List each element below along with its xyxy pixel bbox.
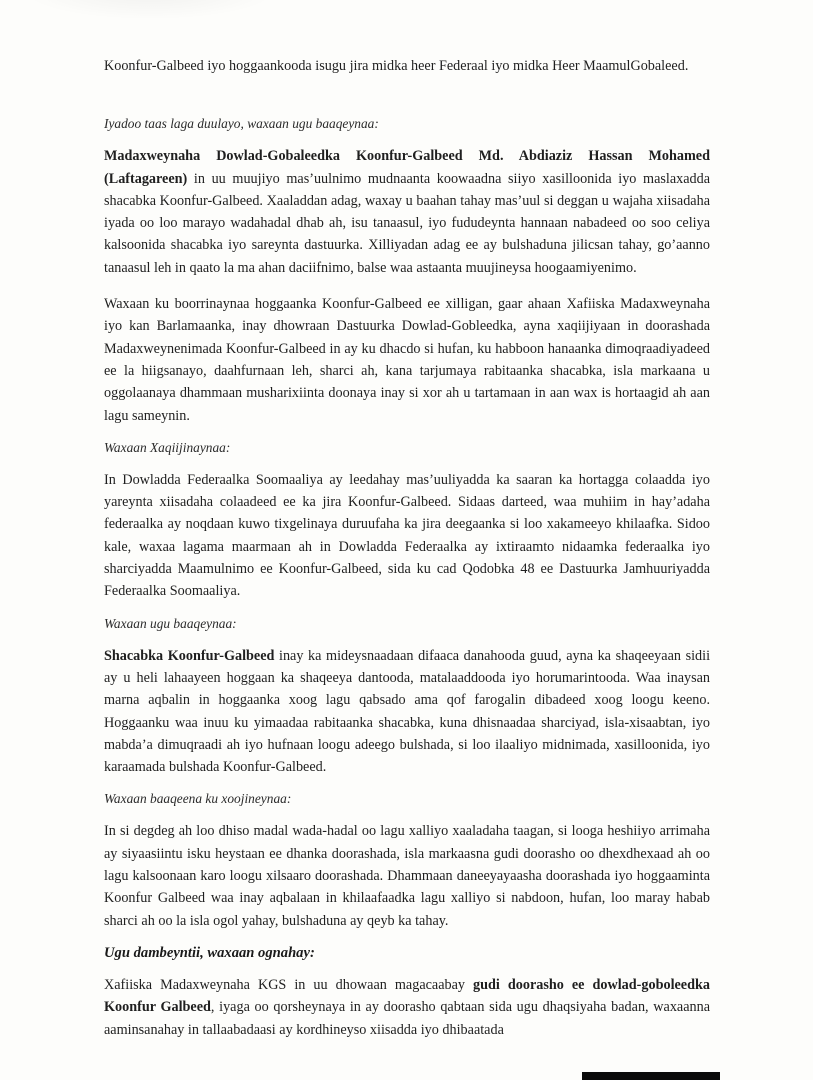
paragraph-president-call [104,145,710,279]
public-name: Shacabka Koonfur-Galbeed [104,647,275,664]
document-body [104,55,710,1041]
section-heading-confirm: Waxaan Xaqiijinaynaa: [104,439,231,455]
paragraph-leadership-call: Waxaan ku boorrinaynaa hoggaanka Koonfur-Galbeed ee xilligan, gaar ahaan Xafiiska Madaxweynaha iyo kan Barlamaanka, inay dhowraan Dastuurka Dowlad-Gobleedka, ayna xaqiijiyaan in doorashada Madaxweynenimada Koonfur-Galbeed in ay ku dhacdo si hufan, ku habboon hanaanka dimoqraadiyadeed ee la hiigsanayo, daahfurnaan leh, sharci ah, kana tarjumaya rabitaanka shacabka, isla markaana u oggolaanaya dhammaan musharixiinta doonaya inay si xor ah u tartamaan in aan wax is hortaagid ah aan lagu sameynin. [104,296,710,424]
paragraph-election-committee [104,974,710,1041]
section-heading-reinforce: Waxaan baaqeena ku xoojineynaa: [104,791,292,807]
section-heading-call: Iyadoo taas laga duulayo, waxaan ugu baaqeynaa: [104,116,379,132]
paragraph-president-text: in uu muujiyo mas’uulnimo mudnaanta koowaadna siiyo xasilloonida iyo maslaxadda shacabka Koonfur-Galbeed. Xaaladdan adag, waxay u baahan tahay mas’uul si deggan u wajaha xiisadaha iyada oo loo marayo wadahadal dhab ah, isu tanaasul, iyo fududeynta hannaan nabadeed oo soo celiya kalsoonida shacabka iyo sareynta dastuurka. Xilliyadan adag ee ay bulshaduna jilicsan tahay, go’aanno tanaasul leh in qaato la ma ahan daciifnimo, balse waa astaanta muujineysa hoogaamiyenimo. [104,170,710,276]
paragraph-public-text: inay ka mideysnaadaan difaaca danahooda guud, ayna ka shaqeeyaan sidii ay u heli lahaayeen hoggaan ka shaqeeya dantooda, matalaaddooda iyo horumarintooda. Waa inaysan marna aqbalin in hoggaanka xoog lagu qabsado ama qof farogalin dibadeed xoog loogu keeno. Hoggaanku waa inuu ku yimaadaa rabitaanka shacabka, kuna dhisnaadaa sharciyad, isla-xisaabtan, iyo mabda’a dimuqraadi ah iyo hufnaan loogu adeego bulshada, si loo ilaaliyo midnimada, xasilloonida, iyo karaamada bulshada Koonfur-Galbeed. [104,647,711,776]
paragraph-public-call [104,645,710,779]
section-heading-finally: Ugu dambeyntii, waxaan ognahay: [104,944,315,961]
president-name: Madaxweynaha Dowlad-Gobaleedka Koonfur-Galbeed Md. Abdiaziz Hassan Mohamed (Laftagareen) [104,148,710,187]
scan-smudge [20,0,280,20]
committee-name: gudi doorasho ee dowlad-goboleedka Koonfur Galbeed [104,976,710,1016]
paragraph-committee-start: Xafiiska Madaxweynaha KGS in uu dhowaan magacaabay [104,976,474,993]
paragraph-federal-responsibility: In Dowladda Federaalka Soomaaliya ay leedahay mas’uuliyadda ka saaran ka hortagga colaadda iyo yareynta xiisadaha colaadeed ee ka jira Koonfur-Galbeed. Sidaas darteed, waa muhiim in hay’adaha federaalka ay noqdaan kuwo tixgelinaya duruufaha ka jira deegaanka si loo xakameeyo khilaafka. Sidoo kale, waxaa lagama maarmaan ah in Dowladda Federaalka ay ixtiraamto nidaamka federaalka iyo sharciyadda Maamulnimo ee Koonfur-Galbeed, sida ku cad Qodobka 48 ee Dastuurka Jamhuuriyadda Federaalka Soomaaliya. [104,471,710,600]
intro-paragraph: Koonfur-Galbeed iyo hoggaankooda isugu jira midka heer Federaal iyo midka Heer MaamulGobaleed. [104,58,689,74]
paragraph-dialogue: In si degdeg ah loo dhiso madal wada-hadal oo lagu xalliyo xaaladaha taagan, si looga heshiiyo arrimaha ay siyaasiintu isku heystaan ee dhanka doorashada, isla markaasna gudi doorasho oo dhexdhexaad ah oo lagu kalsoonaan karo loogu xilsaaro doorashada. Dhammaan daneeyayaasha doorashada iyo hoggaaminta Koonfur Galbeed waa inay aqbalaan in khilaafaadka lagu xalliyo si nabdoon, hufan, loo maray habab sharci ah oo la isla ogol yahay, bulshaduna ay qeyb ka tahay. [104,823,710,929]
paragraph-committee-text: , iyaga oo qorsheynaya in ay doorasho qabtaan sida ugu dhaqsiyaha badan, waxaanna aaminsanahay in tallaabadaasi ay kordhineyso xiisadda iyo dhibaatada [104,999,710,1038]
footer-bar [582,1072,720,1080]
section-heading-call-public: Waxaan ugu baaqeynaa: [104,615,237,631]
